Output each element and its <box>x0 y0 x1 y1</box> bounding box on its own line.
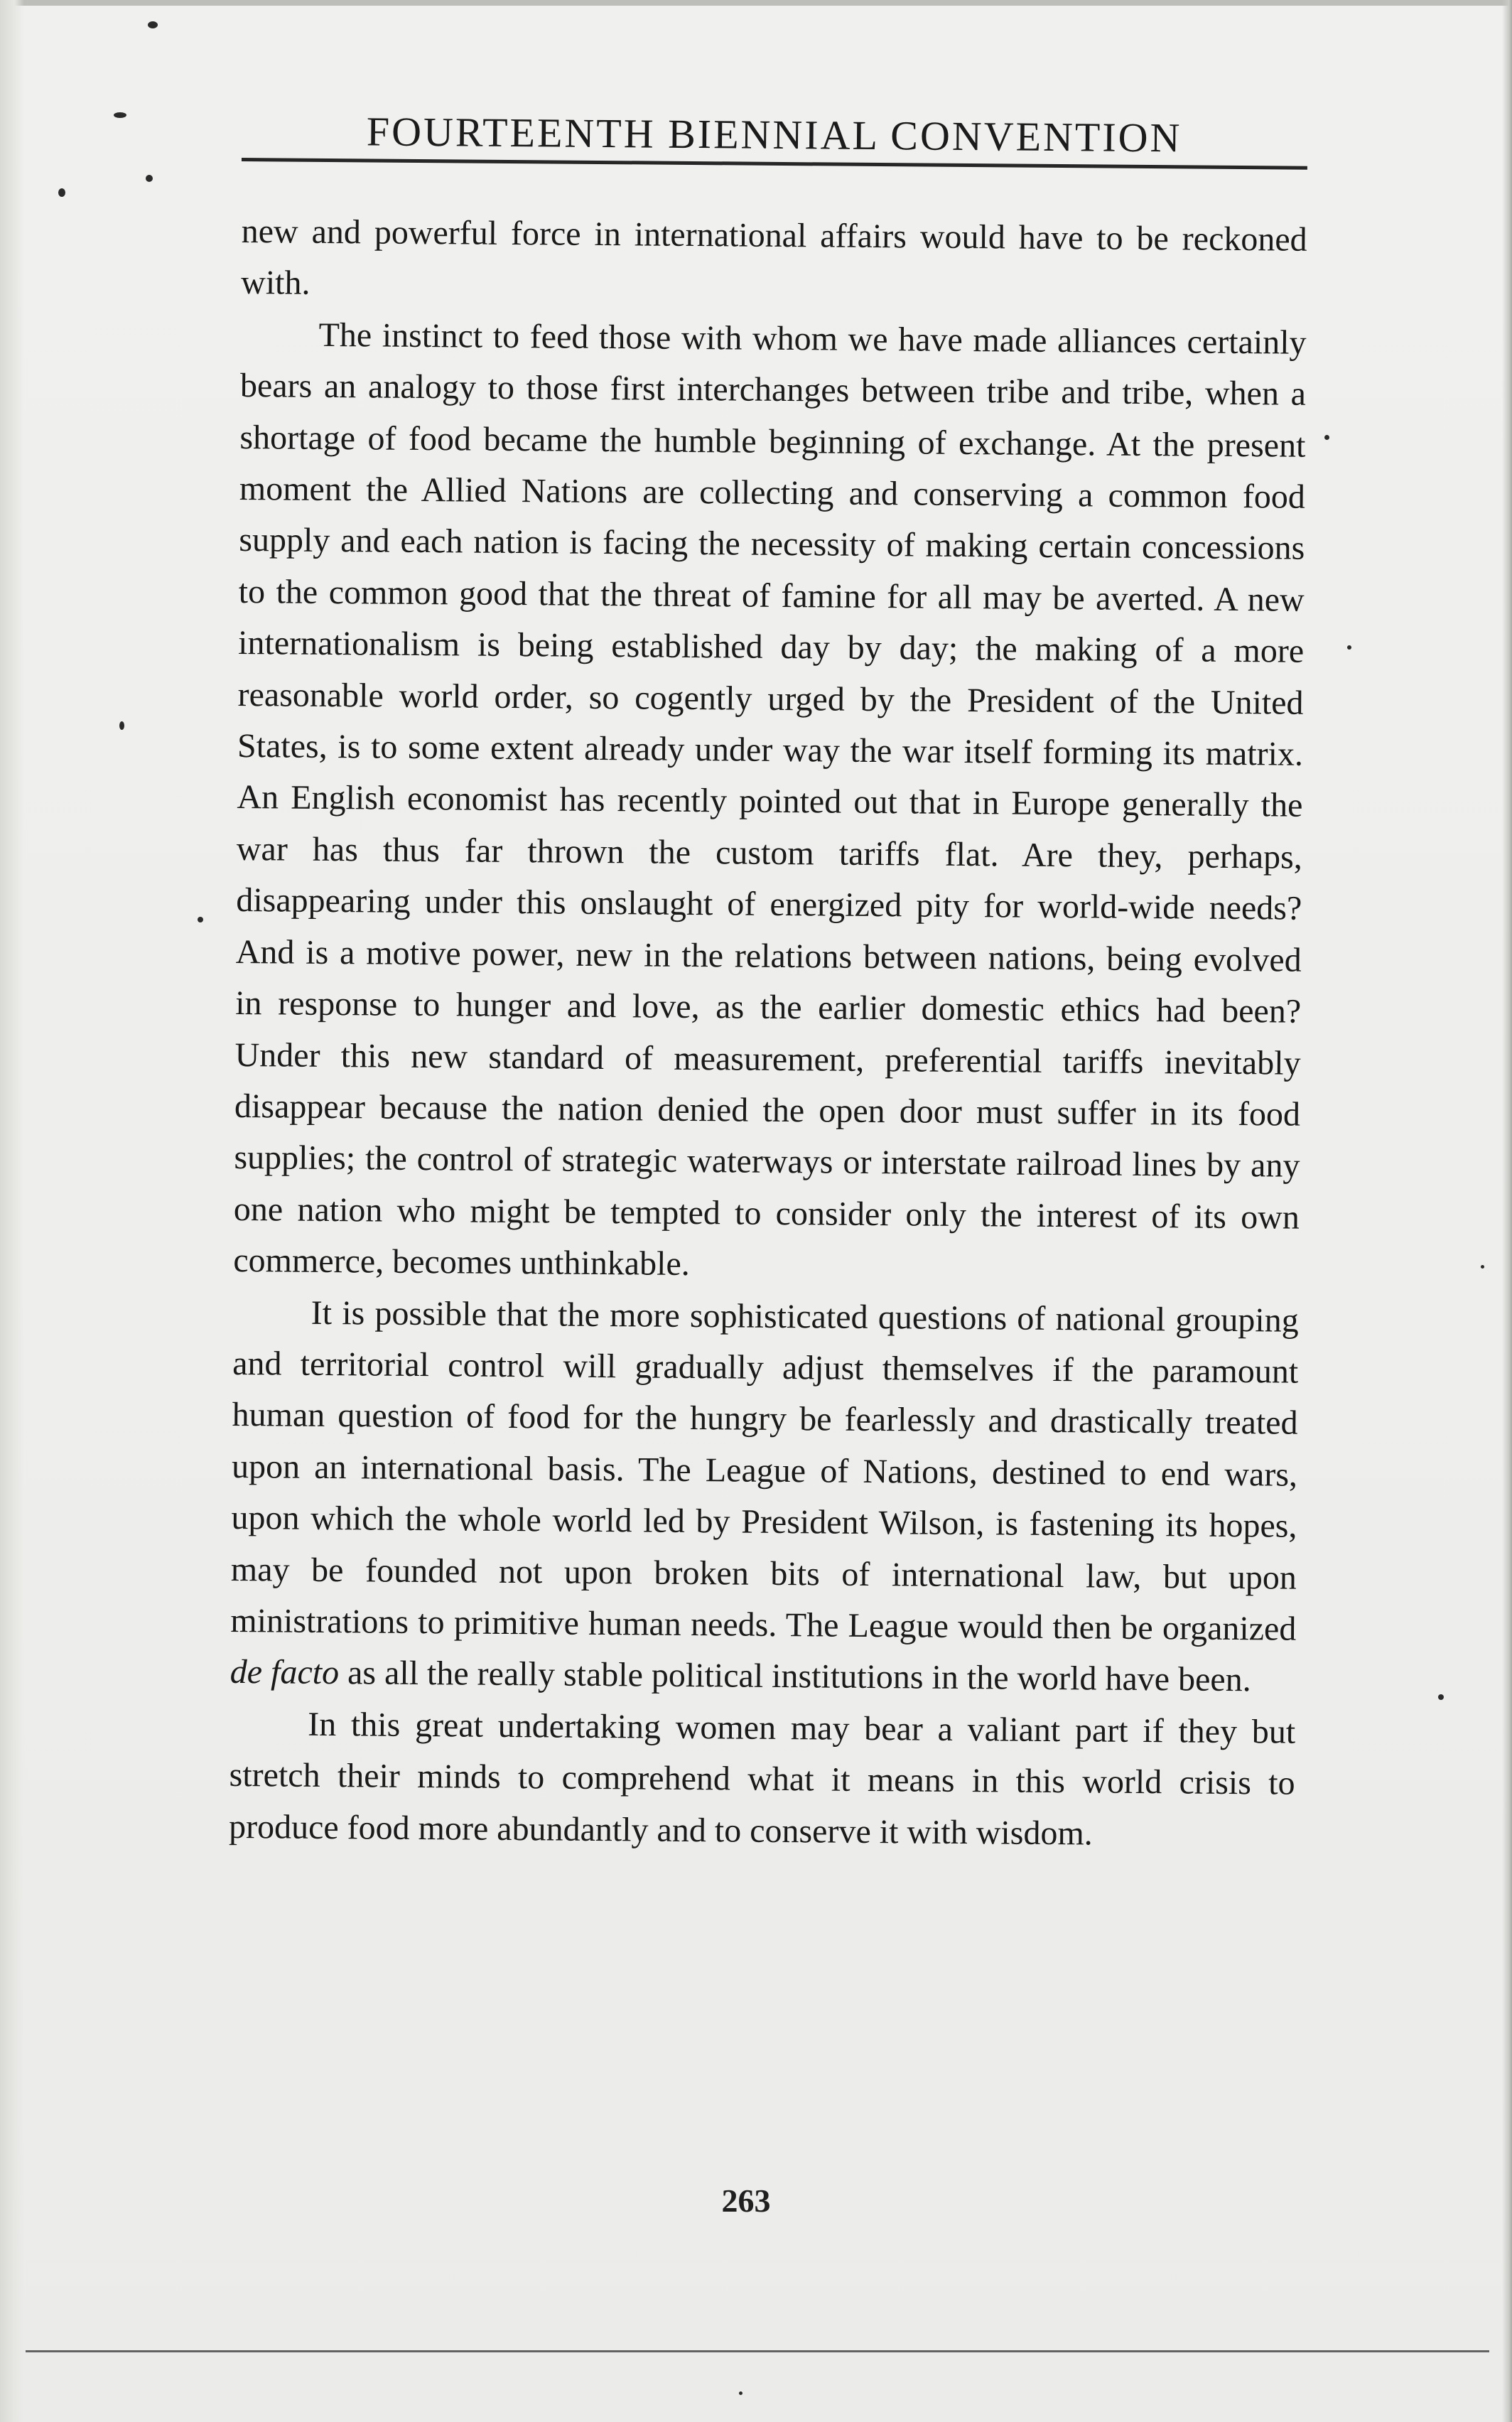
scan-left-edge <box>0 0 24 2422</box>
scan-right-edge <box>1502 0 1512 2422</box>
paragraph-league-of-nations <box>230 1286 1300 1706</box>
paragraph-text: as all the really stable political institutions in the world have been. <box>338 1654 1251 1699</box>
paragraph-continuation: new and powerful force in international affairs would have to be reckoned with. <box>240 212 1307 303</box>
scan-speck <box>119 721 124 730</box>
scan-speck <box>739 2391 742 2395</box>
body-text <box>229 206 1307 1861</box>
bottom-rule <box>26 2350 1489 2352</box>
paragraph-women-undertaking: In this great undertaking women may bear a valiant part if they but stretch their minds to comprehend what it means in this world crisis to produce food more abundantly and to conserve it with wisdom. <box>228 1705 1296 1853</box>
scan-speck <box>198 917 203 922</box>
italic-phrase: de facto <box>230 1653 340 1692</box>
page-number: 263 <box>721 2183 771 2219</box>
paragraph-instinct-to-feed: The instinct to feed those with whom we have made alliances certainly bears an analogy to those first interchanges between tribe and tribe, when a shortage of food became the humble beginning of exchange. At the present moment the Allied Nations are collecting and conserving a common food supply and each nation is facing the necessity of making certain concessions to the common good that the threat of famine for all may be averted. A new internationalism is being established day by day; the making of a more reasonable world order, so cogently urged by the President of the United States, is to some extent already under way the war itself forming its matrix. An English economist has recently pointed out that in Europe generally the war has thus far thrown the custom tariffs flat. Are they, perhaps, disappearing under this onslaught of energized pity for world-wide needs? And is a motive power, new in the relations between nations, being evolved in response to hunger and love, as the earlier domestic ethics had been? Under this new standard of measurement, preferential tariffs inevitably disappear because the nation denied the open door must suffer in its food supplies; the control of strategic waterways or interstate railroad lines by any one nation who might be tempted to consider only the interest of its own commerce, becomes unthinkable. <box>233 316 1307 1283</box>
paragraph-text: It is possible that the more sophisticated questions of national grouping and territorial control will gradually adjust themselves if the paramount human question of food for the hungry be fearlessly and drastically treated upon an international basis. The League of Nations, destined to end wars, upon which the whole world led by President Wilson, is fastening its hopes, may be founded not upon broken bits of international law, but upon ministrations to primitive human needs. The League would then be organized <box>230 1293 1299 1648</box>
scan-speck <box>1324 435 1329 440</box>
scan-top-edge <box>0 0 1512 6</box>
scan-speck <box>148 21 158 28</box>
scan-speck <box>1347 645 1351 650</box>
scan-speck <box>58 188 65 197</box>
scan-speck <box>1481 1265 1484 1269</box>
scan-speck <box>114 112 126 118</box>
scan-speck <box>1438 1694 1444 1700</box>
running-header: FOURTEENTH BIENNIAL CONVENTION <box>366 108 1182 161</box>
scan-speck <box>146 175 153 182</box>
